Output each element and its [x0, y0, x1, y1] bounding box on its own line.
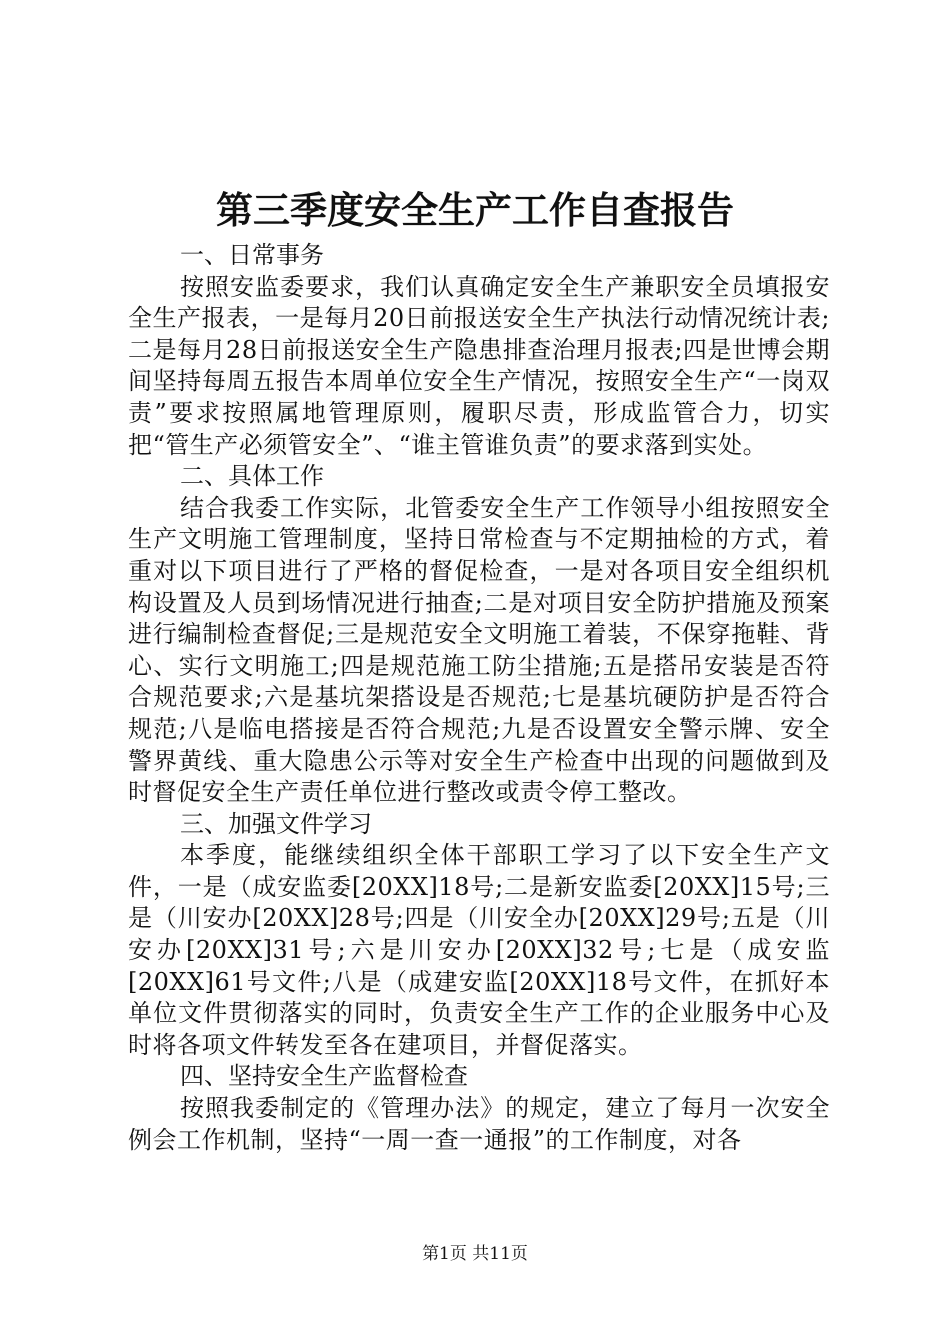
section-paragraph-3: 本季度，能继续组织全体干部职工学习了以下安全生产文件，一是（成安监委[20XX]18号;二是新安监委[20XX]15号;三是（川安办[20XX]28号;四是（川安全办[20XX]29号;五是（川安办[20XX]31号;六是川安办[20XX]32号;七是（成安监[20XX]61号文件;八是（成建安监[20XX]18号文件，在抓好本单位文件贯彻落实的同时，负责安全生产工作的企业服务中心及时将各项文件转发至各在建项目，并督促落实。 [128, 841, 830, 1059]
section-paragraph-4: 按照我委制定的《管理办法》的规定，建立了每月一次安全例会工作机制，坚持“一周一查一通报”的工作制度，对各 [128, 1094, 830, 1154]
section-paragraph-2: 结合我委工作实际，北管委安全生产工作领导小组按照安全生产文明施工管理制度，坚持日常检查与不定期抽检的方式，着重对以下项目进行了严格的督促检查，一是对各项目安全组织机构设置及人员到场情况进行抽查;二是对项目安全防护措施及预案进行编制检查督促;三是规范安全文明施工着装，不保穿拖鞋、背心、实行文明施工;四是规范施工防尘措施;五是搭吊安装是否符合规范要求;六是基坑架搭设是否规范;七是基坑硬防护是否符合规范;八是临电搭接是否符合规范;九是否设置安全警示牌、安全警界黄线、重大隐患公示等对安全生产检查中出现的问题做到及时督促安全生产责任单位进行整改或责令停工整改。 [128, 493, 830, 807]
section-paragraph-1: 按照安监委要求，我们认真确定安全生产兼职安全员填报安全生产报表，一是每月20日前报送安全生产执法行动情况统计表;二是每月28日前报送安全生产隐患排查治理月报表;四是世博会期间坚持每周五报告本周单位安全生产情况，按照安全生产“一岗双责”要求按照属地管理原则，履职尽责，形成监管合力，切实把“管生产必须管安全”、“谁主管谁负责”的要求落到实处。 [128, 272, 830, 459]
section-heading-4: 四、坚持安全生产监督检查 [180, 1062, 468, 1091]
section-heading-1: 一、日常事务 [180, 241, 324, 269]
section-heading-2: 二、具体工作 [180, 462, 324, 491]
section-heading-3: 三、加强文件学习 [180, 809, 372, 838]
document-title: 第三季度安全生产工作自查报告 [216, 188, 734, 232]
page-footer: 第1页 共11页 [422, 1244, 528, 1264]
document-body [128, 240, 830, 1156]
